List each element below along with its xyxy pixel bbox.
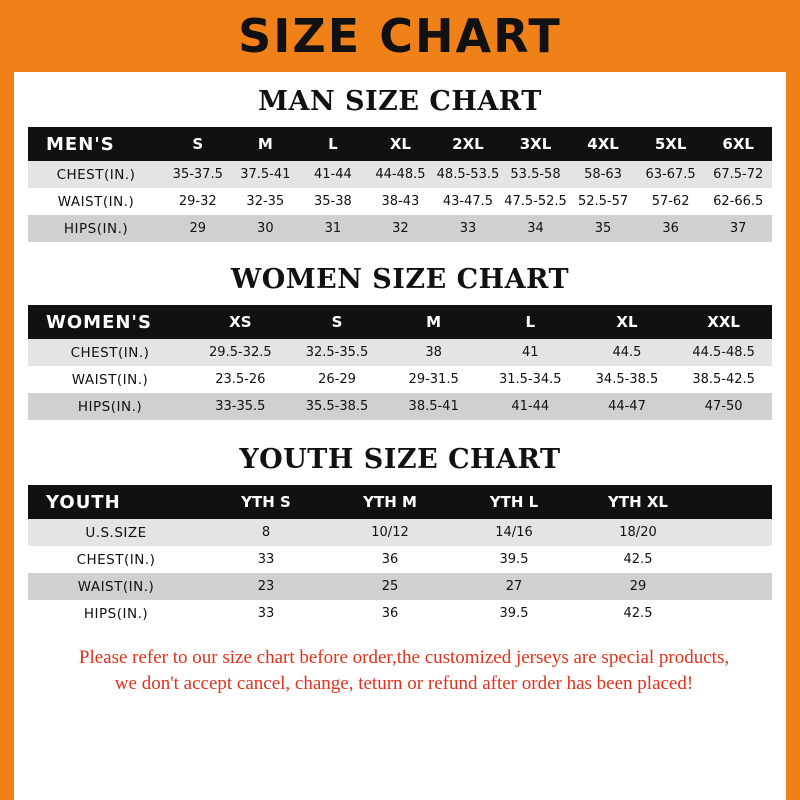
youth-col-2: YTH L	[452, 485, 576, 519]
men-cell-2-2: 31	[299, 215, 367, 242]
table-row	[28, 161, 772, 188]
youth-col-spacer	[700, 485, 772, 519]
header-banner	[0, 0, 800, 72]
youth-cell-0-3: 18/20	[576, 519, 700, 546]
men-cell-1-8: 62-66.5	[704, 188, 772, 215]
women-cell-1-3: 31.5-34.5	[482, 366, 579, 393]
youth-cell-1-2: 39.5	[452, 546, 576, 573]
table-row	[28, 339, 772, 366]
men-col-7: 5XL	[637, 127, 705, 161]
women-col-3: L	[482, 305, 579, 339]
men-cell-2-6: 35	[569, 215, 637, 242]
men-cell-2-3: 32	[367, 215, 435, 242]
women-cell-1-0: 23.5-26	[192, 366, 289, 393]
youth-cell-3-0: 33	[204, 600, 328, 627]
youth-cell-0-0: 8	[204, 519, 328, 546]
women-col-5: XXL	[675, 305, 772, 339]
table-header-row	[28, 305, 772, 339]
youth-label-header: YOUTH	[28, 485, 204, 519]
women-row-label-2: HIPS(IN.)	[28, 393, 192, 420]
women-cell-0-3: 41	[482, 339, 579, 366]
men-col-8: 6XL	[704, 127, 772, 161]
women-row-label-0: CHEST(IN.)	[28, 339, 192, 366]
women-cell-0-5: 44.5-48.5	[675, 339, 772, 366]
footer-line-2: we don't accept cancel, change, teturn or refund after order has been placed!	[114, 672, 694, 694]
men-row-label-0: CHEST(IN.)	[28, 161, 164, 188]
women-cell-0-1: 32.5-35.5	[289, 339, 386, 366]
table-row	[28, 215, 772, 242]
women-col-2: M	[385, 305, 482, 339]
women-cell-1-1: 26-29	[289, 366, 386, 393]
men-cell-0-4: 48.5-53.5	[434, 161, 502, 188]
women-row-label-1: WAIST(IN.)	[28, 366, 192, 393]
youth-cell-1-3: 42.5	[576, 546, 700, 573]
youth-cell-0-spacer	[700, 519, 772, 546]
men-cell-0-1: 37.5-41	[232, 161, 300, 188]
youth-cell-3-1: 36	[328, 600, 452, 627]
men-cell-2-7: 36	[637, 215, 705, 242]
youth-row-label-1: CHEST(IN.)	[28, 546, 204, 573]
youth-col-3: YTH XL	[576, 485, 700, 519]
chart-content	[14, 86, 786, 696]
youth-size-table	[28, 485, 772, 627]
section-title-man: MAN SIZE CHART	[258, 86, 542, 117]
youth-cell-1-1: 36	[328, 546, 452, 573]
men-cell-2-5: 34	[502, 215, 570, 242]
women-col-0: XS	[192, 305, 289, 339]
footer-disclaimer	[28, 645, 780, 696]
men-cell-0-3: 44-48.5	[367, 161, 435, 188]
table-row	[28, 366, 772, 393]
women-cell-1-2: 29-31.5	[385, 366, 482, 393]
women-cell-2-1: 35.5-38.5	[289, 393, 386, 420]
men-col-2: L	[299, 127, 367, 161]
women-cell-2-0: 33-35.5	[192, 393, 289, 420]
youth-cell-3-3: 42.5	[576, 600, 700, 627]
women-label-header: WOMEN'S	[28, 305, 192, 339]
section-title-women: WOMEN SIZE CHART	[230, 264, 570, 295]
men-cell-1-4: 43-47.5	[434, 188, 502, 215]
table-row	[28, 600, 772, 627]
men-cell-1-5: 47.5-52.5	[502, 188, 570, 215]
table-row	[28, 393, 772, 420]
table-row	[28, 573, 772, 600]
men-row-label-1: WAIST(IN.)	[28, 188, 164, 215]
men-col-0: S	[164, 127, 232, 161]
table-header-row	[28, 485, 772, 519]
table-row	[28, 519, 772, 546]
page-title: SIZE CHART	[238, 9, 562, 63]
footer-line-1: Please refer to our size chart before order,the customized jerseys are special products,	[78, 647, 730, 668]
youth-cell-2-3: 29	[576, 573, 700, 600]
women-cell-2-2: 38.5-41	[385, 393, 482, 420]
women-size-table	[28, 305, 772, 420]
women-cell-1-4: 34.5-38.5	[579, 366, 676, 393]
section-title-youth: YOUTH SIZE CHART	[239, 444, 561, 475]
table-row	[28, 546, 772, 573]
men-col-4: 2XL	[434, 127, 502, 161]
youth-cell-0-2: 14/16	[452, 519, 576, 546]
youth-cell-2-2: 27	[452, 573, 576, 600]
youth-cell-2-1: 25	[328, 573, 452, 600]
women-cell-2-3: 41-44	[482, 393, 579, 420]
men-size-table	[28, 127, 772, 242]
section-youth	[28, 444, 772, 627]
men-cell-0-7: 63-67.5	[637, 161, 705, 188]
youth-col-1: YTH M	[328, 485, 452, 519]
youth-row-label-2: WAIST(IN.)	[28, 573, 204, 600]
youth-cell-2-spacer	[700, 573, 772, 600]
men-col-5: 3XL	[502, 127, 570, 161]
section-women	[28, 264, 772, 420]
youth-cell-2-0: 23	[204, 573, 328, 600]
youth-col-0: YTH S	[204, 485, 328, 519]
men-cell-0-5: 53.5-58	[502, 161, 570, 188]
women-cell-2-5: 47-50	[675, 393, 772, 420]
men-cell-1-6: 52.5-57	[569, 188, 637, 215]
table-header-row	[28, 127, 772, 161]
women-col-4: XL	[579, 305, 676, 339]
women-cell-2-4: 44-47	[579, 393, 676, 420]
men-cell-2-8: 37	[704, 215, 772, 242]
men-cell-2-1: 30	[232, 215, 300, 242]
men-cell-1-0: 29-32	[164, 188, 232, 215]
youth-row-label-3: HIPS(IN.)	[28, 600, 204, 627]
youth-cell-3-2: 39.5	[452, 600, 576, 627]
men-cell-0-6: 58-63	[569, 161, 637, 188]
women-cell-1-5: 38.5-42.5	[675, 366, 772, 393]
youth-row-label-0: U.S.SIZE	[28, 519, 204, 546]
youth-cell-1-spacer	[700, 546, 772, 573]
women-cell-0-0: 29.5-32.5	[192, 339, 289, 366]
youth-cell-3-spacer	[700, 600, 772, 627]
men-cell-1-2: 35-38	[299, 188, 367, 215]
youth-cell-0-1: 10/12	[328, 519, 452, 546]
women-cell-0-4: 44.5	[579, 339, 676, 366]
men-cell-1-1: 32-35	[232, 188, 300, 215]
men-cell-0-8: 67.5-72	[704, 161, 772, 188]
men-cell-1-7: 57-62	[637, 188, 705, 215]
women-cell-0-2: 38	[385, 339, 482, 366]
men-col-1: M	[232, 127, 300, 161]
men-label-header: MEN'S	[28, 127, 164, 161]
women-col-1: S	[289, 305, 386, 339]
men-cell-0-2: 41-44	[299, 161, 367, 188]
table-row	[28, 188, 772, 215]
youth-cell-1-0: 33	[204, 546, 328, 573]
men-cell-1-3: 38-43	[367, 188, 435, 215]
men-cell-2-4: 33	[434, 215, 502, 242]
men-row-label-2: HIPS(IN.)	[28, 215, 164, 242]
men-col-6: 4XL	[569, 127, 637, 161]
men-col-3: XL	[367, 127, 435, 161]
men-cell-2-0: 29	[164, 215, 232, 242]
men-cell-0-0: 35-37.5	[164, 161, 232, 188]
section-man	[28, 86, 772, 242]
